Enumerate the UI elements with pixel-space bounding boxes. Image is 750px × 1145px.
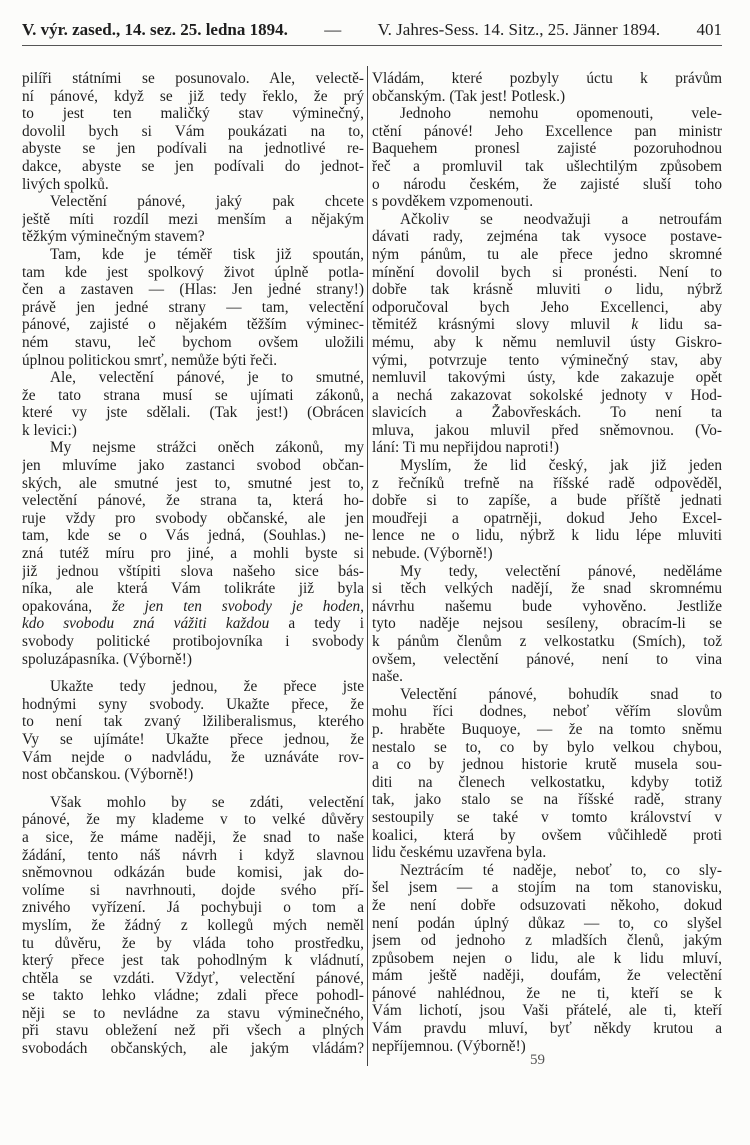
text-line: již jednou vštípiti slova našeho sice bás- <box>22 562 364 580</box>
italic-text: že jen ten svobody je hoden, <box>111 597 364 615</box>
text-line: odporučoval bych Jeho Excellenci, aby <box>372 298 722 316</box>
text-line <box>372 281 722 299</box>
paragraph <box>372 70 722 105</box>
text-line <box>22 615 364 633</box>
text-column-right <box>372 70 722 1055</box>
header-dash: — <box>324 20 342 39</box>
text-line: to není tak zvaný lžiliberalismus, kterého <box>22 713 364 731</box>
italic-text: k <box>631 316 639 334</box>
text-line: lidu českému uzavřena byla. <box>372 844 547 862</box>
text-line: že tato strana musí se ujímati zákonů, <box>22 386 364 404</box>
text-line: My tedy, velectění pánové, neděláme <box>400 562 722 580</box>
text-line: něji se to nevládne za stavu výminečného, <box>22 1004 364 1022</box>
text-line: lání: Ti mu nepřijdou naproti!) <box>372 439 559 457</box>
text-line: Ale, velectění pánové, je to smutné, <box>50 369 364 387</box>
text-line: tyto naděje nejsou sesíleny, obracím-li se <box>372 615 722 633</box>
running-header <box>22 20 722 46</box>
text-line: moudřeji a opatrněji, dokud Jeho Excel- <box>372 509 722 527</box>
text-line <box>372 316 722 334</box>
text-line: ještě míti rozdíl mezi menším a nějakým <box>22 210 364 228</box>
text-line: a nechá zakazovat sokolské jednoty v Hod- <box>372 386 722 404</box>
text-line: pilíři státními se posunovalo. Ale, velectě- <box>22 70 364 87</box>
text-line: ovšem, velectění pánové, není to vina <box>372 650 722 668</box>
text-line: mohu říci dodnes, neboť věřím slovům <box>372 703 722 721</box>
text-line: abyste se jen podívali na jednotlivé re- <box>22 140 364 158</box>
paragraph <box>372 686 722 862</box>
text-line: z řečníků trefně na říšské radě odpověděl, <box>372 474 722 492</box>
text-segment: lidu sa- <box>638 316 722 334</box>
text-line: nost občanskou. (Výborně!) <box>22 766 194 784</box>
text-line: těžkým výminečným stavem? <box>22 228 205 246</box>
text-line: tu důvěru, že by vláda toho prostředku, <box>22 934 364 952</box>
text-line: Velectění pánové, bohudík snad to <box>400 685 722 703</box>
paragraph <box>22 794 364 1058</box>
text-line: Tam, kde je téměř tisk již spoután, <box>50 245 364 263</box>
text-segment: těmitéž krásnými slovy mluvil <box>372 316 632 334</box>
text-line: mému, aby k němu nemluvil ústy Giskro- <box>372 333 722 351</box>
paragraph <box>22 678 364 784</box>
text-line: způsobem nejen o lidu, ale k lidu mluví, <box>372 949 722 967</box>
text-line: zná tutéž míru pro jiné, a mohli byste si <box>22 545 364 563</box>
text-line: spoluzápasníka. (Výborně!) <box>22 650 192 668</box>
paragraph <box>22 193 364 246</box>
text-line: p. hraběte Buquoye, — že na tomto sněmu <box>372 720 722 738</box>
text-line: ruje vždy pro svobody občanské, ale jen <box>22 509 364 527</box>
text-line: livých spolků. <box>22 175 109 193</box>
text-line: čen a zastaven — (Hlas: Jen jedné strany!) <box>22 281 364 299</box>
text-line: velectění pánové, že strana ta, která ho- <box>22 492 364 510</box>
text-line: jsem od jednoho z mladších členů, jakým <box>372 932 722 950</box>
text-line: Neztrácím té naděje, neboť to, co sly- <box>400 861 722 879</box>
text-line: pánové, že my klademe v to velké důvěry <box>22 811 364 829</box>
column-divider <box>367 66 368 1066</box>
text-line: o národu českém, že zajisté sluší toho <box>372 175 722 193</box>
text-line: dovolil bych si Vám poukázati na to, <box>22 122 364 140</box>
text-line: pánové nahlédnou, že ne ti, kteří se k <box>372 984 722 1002</box>
paragraph <box>372 563 722 686</box>
text-line: a co by jednou historie krutě musela sou- <box>372 756 722 774</box>
text-line: které vy jste sdělali. (Tak jest!) (Obrácen <box>22 404 364 422</box>
text-line: sněmovnou odkázán bude komisi, jak do- <box>22 864 364 882</box>
text-line: níka, ale která Vám tolikráte již byla <box>22 580 364 598</box>
text-line: není podán úplný důkaz — to, co slyšel <box>372 914 722 932</box>
text-line: svobodách občanských, ale jakým vládám? <box>22 1040 364 1058</box>
text-segment: dobře tak krásně mluviti <box>372 281 605 299</box>
paragraph <box>372 211 722 457</box>
text-line: diti na členech velkostatku, kdyby totiž <box>372 773 722 791</box>
text-line: právě jen jedné strany — tam, velectění <box>22 298 364 316</box>
text-line: šel jsem — a stojím na tom stanovisku, <box>372 879 722 897</box>
text-line: žádání, tento náš návrh i když slavnou <box>22 846 364 864</box>
text-line: dakce, abyste se jen podívali do jednot- <box>22 157 364 175</box>
text-line: nemluvil takovými ústy, kde zakazuje opět <box>372 369 722 387</box>
text-line: Vy se ujímáte! Ukažte přece jednou, že <box>22 730 364 748</box>
text-line: tam, kde se o Vás jedná, (Souhlas.) ne- <box>22 527 364 545</box>
text-line: Vám lichotí, jsou Vaši přátelé, ale ti, kteří <box>372 1002 722 1020</box>
text-line: občanským. (Tak jest! Potlesk.) <box>372 87 566 105</box>
text-line: slavicích a Žabovřeskách. To není ta <box>372 404 722 422</box>
text-segment: opakována, <box>22 597 112 615</box>
text-line: že není dobře odsuzovati někoho, dokud <box>372 896 722 914</box>
text-line: úplnou politickou smrť, nemůže býti řeči. <box>22 351 278 369</box>
text-line: návrhu našemu bude vyhověno. Jestliže <box>372 597 722 615</box>
text-line: nebude. (Výborně!) <box>372 545 493 563</box>
text-line: tak, jako stalo se na říšské radě, strany <box>372 791 722 809</box>
italic-text: o <box>604 281 613 299</box>
text-line: Ačkoliv se neodvažuji a netroufám <box>400 210 722 228</box>
text-line: Velectění pánové, jaký pak chcete <box>50 193 364 211</box>
text-line: My nejsme strážci oněch zákonů, my <box>50 439 364 457</box>
paragraph <box>372 862 722 1056</box>
text-line: nestalo se to, co by bylo velkou chybou, <box>372 738 722 756</box>
text-line: ném stavu, leč bychom ovšem uložili <box>22 333 364 351</box>
text-line <box>22 598 364 616</box>
text-line: myslím, že žádný z kollegů mých neměl <box>22 916 364 934</box>
text-line: naše. <box>372 668 404 686</box>
text-line: pánové, zajisté o nějakém těžším výminec- <box>22 316 364 334</box>
text-line: s povděkem vzpomenouti. <box>372 193 534 211</box>
text-column-left <box>22 70 364 1058</box>
text-line: chtěla se vzdáti. Vždyť, velectění pánové, <box>22 969 364 987</box>
italic-text: kdo svobodu zná vážiti každou <box>22 615 270 633</box>
text-segment: lidu, nýbrž <box>612 281 722 299</box>
text-line: ní pánové, když se již tedy řeklo, že prý <box>22 87 364 105</box>
paragraph <box>22 439 364 668</box>
paragraph <box>22 70 364 193</box>
text-line: při stavu obležení než při všech a plných <box>22 1022 364 1040</box>
text-line: dávati rady, zejména tak vysoce postave- <box>372 228 722 246</box>
text-line: si těch velkých nadějí, že snad skromnému <box>372 580 722 598</box>
text-line: ských, ale smutné jest to, smutné jest to, <box>22 474 364 492</box>
text-segment: a tedy i <box>269 615 364 633</box>
paragraph <box>22 246 364 369</box>
text-line: sestoupily se také v tomto království v <box>372 808 722 826</box>
text-line: který přece jest tak pohodlným k vládnutí, <box>22 952 364 970</box>
text-line: volíme si navrhnouti, dojde svého pří- <box>22 881 364 899</box>
text-line: lence ne o lidu, nýbrž k lidu lépe mluviti <box>372 527 722 545</box>
text-line: mám ještě naději, doufám, že velectění <box>372 967 722 985</box>
text-line: mluva, jakou mluvil před sněmovnou. (Vo- <box>372 421 722 439</box>
text-line: svobody politické protibojovníka i svobody <box>22 633 364 650</box>
text-line: Vám nejde o nadvládu, že uznáváte rov- <box>22 748 364 766</box>
text-line: Ukažte tedy jednou, že přece jste <box>50 678 364 696</box>
text-line: Vládám, které pozbyly úctu k právům <box>372 70 722 87</box>
text-line: nepříjemnou. (Výborně!) <box>372 1037 526 1055</box>
paragraph <box>372 457 722 563</box>
text-line: a sice, že máme naději, že snad to naše <box>22 828 364 846</box>
text-line: znivého vyřízení. Já pochybuji o tom a <box>22 899 364 917</box>
text-line: hodnými syny svobody. Ukažte přece, že <box>22 695 364 713</box>
text-line: k pánům členům z velkostatku (Smích), tož <box>372 633 722 650</box>
text-line: Vám pravdu mluví, byť někdy krutou a <box>372 1020 722 1038</box>
text-line: řeč a promluvil tak ušlechtilým způsobem <box>372 157 722 175</box>
text-line: mínění dovolil bych si pronésti. Není to <box>372 263 722 281</box>
text-line: ctění pánové! Jeho Excellence pan ministr <box>372 122 722 140</box>
page-number: 401 <box>696 20 722 39</box>
text-line: ným pánům, tu ale přece jedno skromné <box>372 245 722 263</box>
signature-mark: 59 <box>530 1052 545 1068</box>
text-line: Jednoho nemohu opomenouti, vele- <box>400 105 722 123</box>
header-german: V. Jahres-Sess. 14. Sitz., 25. Jänner 1894. <box>377 20 661 39</box>
paragraph <box>22 369 364 439</box>
text-line: vými, potvrzuje tento výminečný stav, aby <box>372 351 722 369</box>
text-line: se takto lehko vládne; zdali přece pohodl- <box>22 987 364 1005</box>
text-line: koalici, která by ovšem vůčihledě proti <box>372 826 722 844</box>
text-line: jen mluvíme jako zastanci svobod občan- <box>22 457 364 475</box>
text-line: Baquehem pronesl zajisté pozoruhodnou <box>372 140 722 158</box>
text-line: k levici:) <box>22 421 77 439</box>
header-czech: V. výr. zased., 14. sez. 25. ledna 1894. <box>22 20 288 39</box>
text-line: dobře si to zapíše, a bude příště jednati <box>372 492 722 510</box>
paragraph <box>372 105 722 211</box>
text-line: Však mohlo by se zdáti, velectění <box>50 793 364 811</box>
text-line: tam kde jest spolkový život úplně potla- <box>22 263 364 281</box>
text-line: Myslím, že lid český, jak již jeden <box>400 457 722 475</box>
text-line: to jest ten maličký stav výminečný, <box>22 105 364 123</box>
